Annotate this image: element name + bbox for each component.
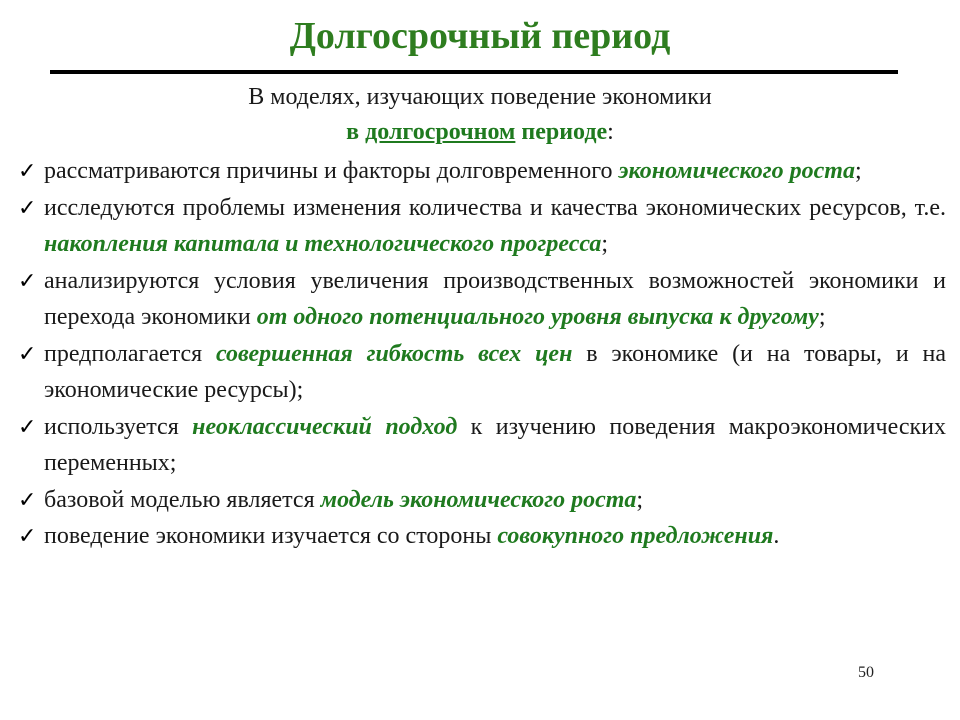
intro-underlined-term: долгосрочном [365,119,516,145]
highlighted-term: от одного потенциального уровня выпуска к другому [256,304,819,330]
slide-title: Долгосрочный период [289,15,671,57]
highlighted-term: совершенная гибкость всех цен [216,340,573,367]
list-item [18,482,946,519]
point-text: . [773,523,780,549]
checkmark-icon: ✓ [18,486,37,512]
point-text: исследуются проблемы изменения количества и качества экономических ресурсов, т.е. [44,194,946,221]
point-text: ; [818,304,826,330]
intro-colon: : [607,119,614,145]
checkmark-icon: ✓ [18,340,37,366]
checkmark-icon: ✓ [18,158,37,183]
highlighted-term: совокупного предложения [497,523,774,549]
highlighted-term: экономического роста [618,158,855,184]
highlighted-term: неоклассический подход [192,413,458,440]
point-text: поведение экономики изучается со стороны [44,523,498,549]
checkmark-icon: ✓ [18,194,37,220]
list-item [18,336,946,409]
checkmark-icon: ✓ [18,267,37,293]
point-text: ; [636,486,644,513]
intro-post: периоде [515,119,608,145]
list-item [18,409,946,482]
point-text: предполагается [44,340,216,367]
page-number: 50 [858,664,874,681]
title-divider [50,70,898,74]
point-text: к изучению поведения макроэкономических переменных; [44,413,947,476]
list-item [18,518,946,555]
point-text: в экономике (и на товары, и на экономические ресурсы); [44,340,947,403]
point-text: ; [854,158,862,184]
intro-line-1: В моделях, изучающих поведение экономики [248,84,712,110]
intro-pre: в [346,119,366,145]
highlighted-term: модель экономического роста [320,486,637,513]
intro-line-2 [0,115,960,150]
point-text: используется [44,413,193,440]
highlighted-term: накопления капитала и технологического прогресса [44,231,602,257]
point-text: ; [601,231,609,257]
bullet-list [18,153,946,555]
list-item [18,263,946,336]
list-item [18,190,946,263]
point-text: рассматриваются причины и факторы долговременного [44,158,619,184]
point-text: базовой моделью является [44,486,321,513]
checkmark-icon: ✓ [18,413,37,439]
list-item [18,153,946,190]
checkmark-icon: ✓ [18,523,37,548]
point-text: анализируются условия увеличения производственных возможностей экономики и перехода экономики [44,267,946,330]
intro-text [0,80,960,150]
